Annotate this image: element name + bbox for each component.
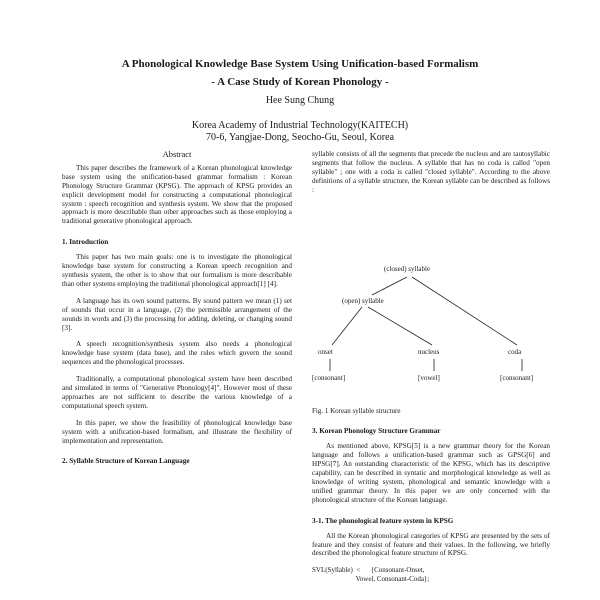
right-column	[312, 150, 550, 584]
edge-root-open	[372, 277, 407, 295]
syllable-paragraph-1: syllable consists of all the segments that precede the nucleus and are tautosyllabic segments that follow the nucleus. A syllable that has no coda is called "open syllable" ; one with a coda is called "closed syllable". According to the above definitions of a syllable structure, the Korean syllable can be described as follows :	[312, 150, 550, 194]
svl-line-1: SVL(Syllable) < {Consonant-Onset,	[312, 566, 425, 575]
kpsg-paragraph-1: As mentioned above, KPSG[5] is a new grammar theory for the Korean language and follows a unification-based grammar such as GPSG[6] and HPSG[7]. An outstanding characteristic of the KPSG, which has its descriptive capability, can be described in syntatic and morphological knowledge as well as knowledge of writing system, phonological and semantic knowledge with a unified grammar theory. In this paper we are only concerned with the phonological structure of the Korean language.	[312, 442, 550, 504]
feature-paragraph-1: All the Korean phonological categories of KPSG are presented by the sets of feature and they consist of feature and their values. In the following, we briefly described the phonological feature structure of KPSG.	[312, 531, 550, 558]
tree-node-onset: onset	[318, 347, 333, 356]
edge-open-nucleus	[368, 307, 432, 345]
intro-paragraph-2: A language has its own sound patterns. By sound pattern we mean (1) set of sounds that occur in a language, (2) the permissible arrangement of the sounds in words and (3) the processing for adding, deleting, or changing sound [3].	[62, 296, 292, 332]
abstract-text: This paper describes the framework of a Korean phonological knowledge base system using the unification-based grammar formalism : Korean Phonology Structure Grammar (KPSG). The approach of KPSG provides an explicit development model for constructing a computational phonological system : speech recognition and synthesis system. We show that the proposed approach is more describable than other approaches such as those employing a traditional generative phonological approach.	[62, 163, 292, 226]
feature-heading: 3-1. The phonological feature system in KPSG	[312, 516, 454, 525]
intro-paragraph-3: A speech recognition/synthesis system also needs a phonological knowledge base system (data base), and the rules which govern the sound sequences and the phonological processes.	[62, 340, 292, 367]
edge-root-coda	[412, 277, 517, 345]
abstract-heading: Abstract	[162, 149, 192, 159]
syllable-heading: 2. Syllable Structure of Korean Language	[62, 457, 190, 466]
intro-paragraph-1: This paper has two main goals: one is to investigate the phonological knowledge base system for constructing a Korean speech recognition and synthesis system, the other is to show that our formalism is more describable than other systems employing the traditional phonological approach[1] [4].	[62, 253, 292, 288]
intro-paragraph-4: Traditionally, a computational phonological system have been described and simulated in terms of "Generative Phonology[4]". However most of these approaches are not sufficient to describe the various knowledge of a computational speech system.	[62, 375, 292, 410]
tree-node-open-syllable: (open) syllable	[342, 296, 384, 305]
tree-node-closed-syllable: (closed) syllable	[384, 264, 431, 273]
affiliation	[0, 120, 600, 144]
tree-node-consonant-onset: [consonant]	[312, 373, 346, 382]
svl-line-2: Vowel, Consonant-Coda};	[312, 575, 430, 584]
edge-open-onset	[332, 307, 362, 345]
tree-node-coda: coda	[508, 347, 522, 356]
syllable-tree-figure	[312, 203, 550, 403]
figure-caption: Fig. 1 Korean syllable structure	[312, 406, 401, 415]
affiliation-address: 70-6, Yangjae-Dong, Seocho-Gu, Seoul, Korea	[205, 132, 395, 143]
tree-node-consonant-coda: [consonant]	[500, 373, 534, 382]
tree-node-nucleus: nucleus	[418, 347, 440, 356]
author-name: Hee Sung Chung	[265, 95, 335, 106]
tree-node-vowel: [vowel]	[418, 373, 440, 382]
affiliation-org: Korea Academy of Industrial Technology(KAITECH)	[191, 120, 409, 131]
title-line-1: A Phonological Knowledge Base System Using Unification-based Formalism	[121, 58, 479, 70]
intro-paragraph-5: In this paper, we show the feasibility of phonological knowledge base system with a unification-based formalism, and illustrate the flexibility of implementation and representation.	[62, 418, 292, 445]
left-column	[62, 150, 292, 472]
intro-heading: 1. Introduction	[62, 238, 109, 247]
kpsg-heading: 3. Korean Phonology Structure Grammar	[312, 427, 441, 436]
title-line-2: - A Case Study of Korean Phonology -	[211, 76, 389, 88]
paper-title	[0, 55, 600, 91]
